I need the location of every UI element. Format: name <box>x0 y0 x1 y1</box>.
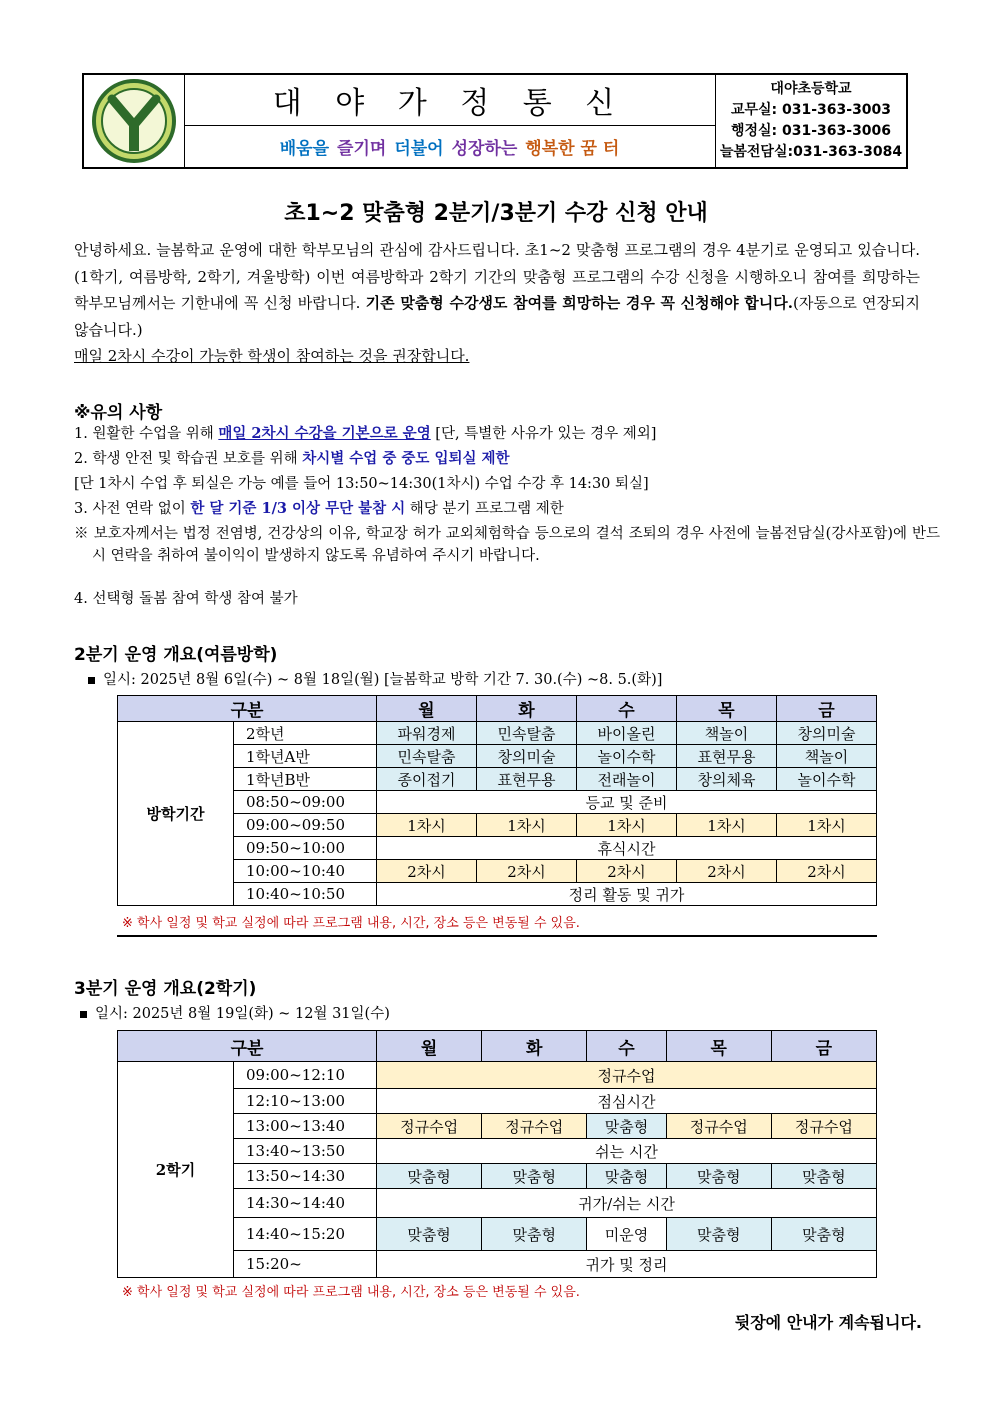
q3-header-mon: 월 <box>377 1031 482 1062</box>
intro-paragraph <box>74 237 920 370</box>
q2-group-label: 방학기간 <box>118 722 234 906</box>
newsletter-title: 대 야 가 정 통 신 <box>184 75 715 126</box>
q2-cell: 창의체육 <box>677 768 777 791</box>
q2-schedule-table <box>117 695 877 906</box>
q3-cell: 맞춤형 <box>587 1164 666 1189</box>
newsletter-header <box>82 73 908 169</box>
q2-header-fri: 금 <box>777 696 877 722</box>
q3-span-cell: 귀가 및 정리 <box>377 1251 877 1278</box>
q3-section-title: 3분기 운영 개요(2학기) <box>74 979 257 999</box>
q2-date-line <box>88 668 662 689</box>
q2-cell: 바이올린 <box>577 722 677 745</box>
q3-span-cell: 정규수업 <box>377 1062 877 1089</box>
main-title: 초1~2 맞춤형 2분기/3분기 수강 신청 안내 <box>284 201 708 226</box>
q2-bottom-rule <box>117 935 877 937</box>
q2-cell: 창의미술 <box>777 722 877 745</box>
q2-cell: 파워경제 <box>377 722 477 745</box>
q2-header-wed: 수 <box>577 696 677 722</box>
school-logo <box>84 75 184 167</box>
q3-cell: 정규수업 <box>771 1114 876 1139</box>
q2-cell: 전래놀이 <box>577 768 677 791</box>
q3-row-label: 13:50~14:30 <box>234 1164 377 1189</box>
q2-cell: 1차시 <box>477 814 577 837</box>
q2-cell: 책놀이 <box>677 722 777 745</box>
notice-2-highlight: 차시별 수업 중 중도 입퇴실 제한 <box>302 450 510 467</box>
q3-schedule-table <box>117 1030 877 1278</box>
intro-tail-text: (자동으로 연장되지 않습니다.) <box>74 294 920 339</box>
q3-header-category: 구분 <box>118 1031 377 1062</box>
notice-1-text: 1. 원활한 수업을 위해 <box>74 426 219 442</box>
q3-cell: 맞춤형 <box>482 1218 587 1251</box>
q3-row-label: 14:30~14:40 <box>234 1189 377 1218</box>
q2-cell: 표현무용 <box>477 768 577 791</box>
q3-header-thu: 목 <box>666 1031 771 1062</box>
bullet-square-icon <box>88 677 95 684</box>
notice-3-tail: 해당 분기 프로그램 제한 <box>405 501 564 517</box>
motto-word-1: 배움을 <box>279 139 330 159</box>
q3-row-label: 09:00~12:10 <box>234 1062 377 1089</box>
continue-note: 뒷장에 안내가 계속됩니다. <box>734 1313 922 1332</box>
contact-admin-office: 행정실: 031-363-3006 <box>730 123 892 139</box>
q2-row-label: 09:00~09:50 <box>234 814 377 837</box>
school-motto <box>184 126 715 167</box>
intro-bold-text: 기존 맞춤형 수강생도 참여를 희망하는 경우 꼭 신청해야 합니다. <box>365 294 793 312</box>
q2-header-category: 구분 <box>118 696 377 722</box>
q3-span-cell: 쉬는 시간 <box>377 1139 877 1164</box>
notice-title: ※유의 사항 <box>74 403 163 423</box>
q2-date: 일시: 2025년 8월 6일(수) ~ 8월 18일(월) [늘봄학교 방학 기간 7. 30.(수) ~8. 5.(화)] <box>103 672 663 688</box>
q3-cell: 정규수업 <box>377 1114 482 1139</box>
q2-cell: 책놀이 <box>777 745 877 768</box>
q2-cell: 창의미술 <box>477 745 577 768</box>
notice-item-star: ※ 보호자께서는 법정 전염병, 건강상의 이유, 학교장 허가 교외체험학습 등으로의 결석 조퇴의 경우 사전에 늘봄전담실(강사포함)에 반드시 연락을 취하여 불이익이 발생하지 않도록 유념하여 주시기 바랍니다. <box>74 526 940 564</box>
q2-row-label: 1학년A반 <box>234 745 377 768</box>
q2-cell: 1차시 <box>377 814 477 837</box>
q3-date: 일시: 2025년 8월 19일(화) ~ 12월 31일(수) <box>95 1006 390 1022</box>
q2-cell: 1차시 <box>577 814 677 837</box>
q2-cell: 2차시 <box>477 860 577 883</box>
q3-cell: 맞춤형 <box>771 1218 876 1251</box>
q3-cell: 맞춤형 <box>587 1114 666 1139</box>
q3-cell: 맞춤형 <box>482 1164 587 1189</box>
q3-header-wed: 수 <box>587 1031 666 1062</box>
q3-cell: 맞춤형 <box>377 1164 482 1189</box>
q2-row-label: 08:50~09:00 <box>234 791 377 814</box>
q3-cell: 정규수업 <box>482 1114 587 1139</box>
q2-cell: 2차시 <box>377 860 477 883</box>
notice-item-2 <box>74 448 922 470</box>
q2-header-row <box>118 696 877 722</box>
q2-cell: 민속탈춤 <box>377 745 477 768</box>
q3-row-label: 14:40~15:20 <box>234 1218 377 1251</box>
q3-header-row <box>118 1031 877 1062</box>
q3-header-tue: 화 <box>482 1031 587 1062</box>
q2-row-label: 1학년B반 <box>234 768 377 791</box>
q2-caution: ※ 학사 일정 및 학교 실정에 따라 프로그램 내용, 시간, 장소 등은 변동될 수 있음. <box>122 916 580 931</box>
q3-span-cell: 귀가/쉬는 시간 <box>377 1189 877 1218</box>
q3-date-line <box>80 1002 390 1023</box>
q2-span-cell: 휴식시간 <box>377 837 877 860</box>
q2-row-label: 2학년 <box>234 722 377 745</box>
q2-row-label: 10:00~10:40 <box>234 860 377 883</box>
motto-word-3: 더불어 <box>394 139 444 159</box>
q3-cell: 맞춤형 <box>771 1164 876 1189</box>
q2-cell: 1차시 <box>777 814 877 837</box>
intro-underline-text: 매일 2차시 수강이 가능한 학생이 참여하는 것을 권장합니다. <box>74 347 470 365</box>
q3-cell: 맞춤형 <box>666 1164 771 1189</box>
q2-section-title: 2분기 운영 개요(여름방학) <box>74 645 278 665</box>
q2-cell: 민속탈춤 <box>477 722 577 745</box>
q2-cell: 놀이수학 <box>577 745 677 768</box>
q2-span-cell: 등교 및 준비 <box>377 791 877 814</box>
notice-3-text: 3. 사전 연락 없이 <box>74 501 191 517</box>
q2-header-thu: 목 <box>677 696 777 722</box>
contact-teachers-office: 교무실: 031-363-3003 <box>730 102 892 118</box>
contact-cell <box>716 75 906 167</box>
q2-cell: 2차시 <box>677 860 777 883</box>
notice-item-1 <box>74 423 922 445</box>
notice-1-tail: [단, 특별한 사유가 있는 경우 제외] <box>430 426 657 442</box>
q2-row-label: 10:40~10:50 <box>234 883 377 906</box>
motto-word-4: 성장하는 <box>451 139 518 159</box>
notice-item-2-sub: [단 1차시 수업 후 퇴실은 가능 예를 들어 13:50~14:30(1차시) 수업 수강 후 14:30 퇴실] <box>74 476 649 492</box>
notice-2-text: 2. 학생 안전 및 학습권 보호를 위해 <box>74 451 303 467</box>
q3-group-label: 2학기 <box>118 1062 234 1278</box>
q2-cell: 2차시 <box>777 860 877 883</box>
logo-cell <box>84 75 185 167</box>
q2-row-label: 09:50~10:00 <box>234 837 377 860</box>
q2-span-cell: 정리 활동 및 귀가 <box>377 883 877 906</box>
q3-row-label: 13:40~13:50 <box>234 1139 377 1164</box>
notice-item-3 <box>74 498 922 520</box>
intro-text: 안녕하세요. 늘봄학교 운영에 대한 학부모님의 관심에 감사드립니다. 초1~2 맞춤형 프로그램의 경우 4분기로 운영되고 있습니다.(1학기, 여름방학, 2학기, 겨울방학) 이번 여름방학과 2학기 기간의 맞춤형 프로그램의 수강 신청을 시행하오니 참여를 희망하는 학부모님께서는 기한내에 꼭 신청 바랍니다. <box>74 241 920 312</box>
q2-header-tue: 화 <box>477 696 577 722</box>
school-name: 대야초등학교 <box>770 81 852 97</box>
contact-neulbom-office: 늘봄전담실:031-363-3084 <box>719 144 903 160</box>
q2-header-mon: 월 <box>377 696 477 722</box>
q3-row <box>118 1062 877 1089</box>
q3-cell: 맞춤형 <box>377 1218 482 1251</box>
q2-cell: 놀이수학 <box>777 768 877 791</box>
q3-span-cell: 점심시간 <box>377 1089 877 1114</box>
motto-word-2: 즐기며 <box>337 139 387 159</box>
q3-cell: 정규수업 <box>666 1114 771 1139</box>
q3-cell: 미운영 <box>587 1218 666 1251</box>
notice-3-highlight: 한 달 기준 1/3 이상 무단 불참 시 <box>190 500 406 517</box>
q3-row-label: 12:10~13:00 <box>234 1089 377 1114</box>
q2-cell: 표현무용 <box>677 745 777 768</box>
q3-caution: ※ 학사 일정 및 학교 실정에 따라 프로그램 내용, 시간, 장소 등은 변동될 수 있음. <box>122 1285 580 1300</box>
q3-cell: 맞춤형 <box>666 1218 771 1251</box>
q2-row <box>118 722 877 745</box>
q2-cell: 1차시 <box>677 814 777 837</box>
q3-row-label: 15:20~ <box>234 1251 377 1278</box>
title-cell <box>184 75 716 167</box>
q2-cell: 종이접기 <box>377 768 477 791</box>
q2-cell: 2차시 <box>577 860 677 883</box>
q3-header-fri: 금 <box>771 1031 876 1062</box>
q3-row-label: 13:00~13:40 <box>234 1114 377 1139</box>
notice-1-highlight: 매일 2차시 수강을 기본으로 운영 <box>218 425 431 442</box>
notice-item-4: 4. 선택형 돌봄 참여 학생 참여 불가 <box>74 591 298 607</box>
bullet-square-icon <box>80 1011 87 1018</box>
motto-word-5: 행복한 꿈 터 <box>525 139 620 159</box>
